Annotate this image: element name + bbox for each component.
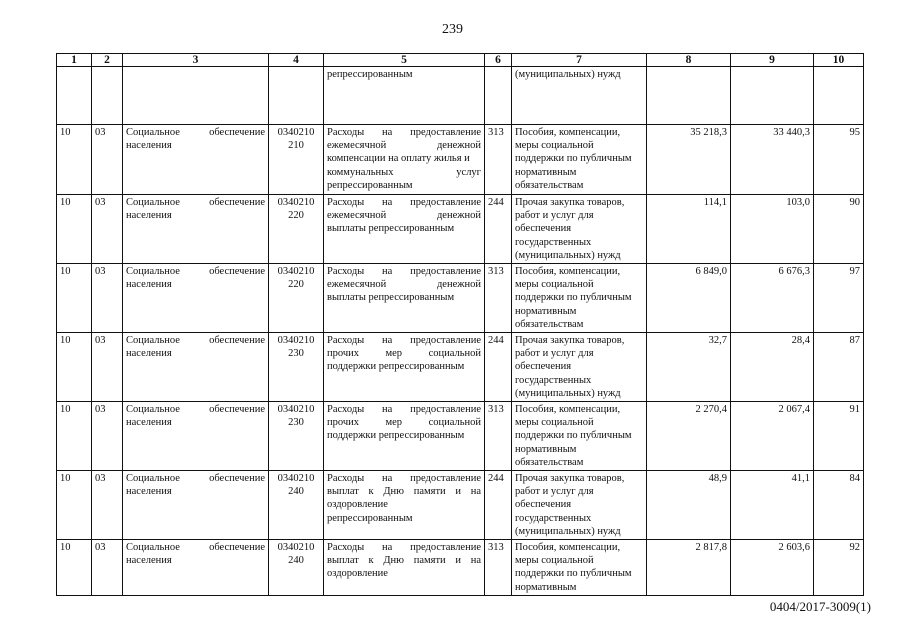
target-code-line: 230	[288, 348, 304, 360]
section-name-line: Социальное обеспечение	[126, 197, 265, 208]
target-code-cell	[269, 402, 324, 471]
subsection-cell: 03	[92, 264, 123, 333]
section-name-line: Социальное обеспечение	[126, 127, 265, 138]
section-cell: 10	[57, 264, 92, 333]
column-header: 4	[269, 54, 324, 67]
section-name-cell	[123, 333, 269, 402]
header-row	[57, 54, 864, 67]
expense-name-cell: Прочая закупка товаров, работ и услуг для обеспечения государственных (муниципальных) нужд	[512, 471, 647, 540]
target-name-line: оздоровление	[327, 499, 388, 511]
target-code-line: 210	[288, 140, 304, 152]
subsection-cell: 03	[92, 125, 123, 195]
target-code-line: 0340210	[277, 266, 315, 278]
target-code-line: 220	[288, 210, 304, 222]
expense-type-cell: 313	[485, 540, 512, 596]
target-name-line: компенсации на оплату жилья и	[327, 153, 470, 165]
target-name-cell	[324, 333, 485, 402]
percent-cell: 90	[814, 195, 864, 264]
expense-name-cell: Пособия, компенсации, меры социальной поддержки по публичным нормативным обязательствам	[512, 402, 647, 471]
target-name-line: ежемесячной денежной	[327, 210, 481, 222]
plan-cell: 48,9	[647, 471, 731, 540]
subsection-cell: 03	[92, 471, 123, 540]
target-name-line: выплаты репрессированным	[327, 223, 455, 235]
plan-cell: 35 218,3	[647, 125, 731, 195]
table-row	[57, 540, 864, 596]
column-header: 7	[512, 54, 647, 67]
section-name-line: населения	[126, 486, 172, 498]
table-row	[57, 67, 864, 125]
actual-cell: 2 603,6	[731, 540, 814, 596]
section-cell	[57, 67, 92, 125]
section-name-cell	[123, 264, 269, 333]
target-code-line: 220	[288, 279, 304, 291]
target-code-line: 240	[288, 555, 304, 567]
percent-cell: 97	[814, 264, 864, 333]
section-name-line: населения	[126, 417, 172, 429]
percent-cell: 84	[814, 471, 864, 540]
section-name-cell	[123, 471, 269, 540]
percent-cell: 91	[814, 402, 864, 471]
plan-cell: 2 270,4	[647, 402, 731, 471]
target-name-cell	[324, 125, 485, 195]
actual-cell: 28,4	[731, 333, 814, 402]
target-code-line: 0340210	[277, 473, 315, 485]
section-name-cell	[123, 195, 269, 264]
target-code-line: 230	[288, 417, 304, 429]
target-code-line: 0340210	[277, 127, 315, 138]
expense-name-cell: (муниципальных) нужд	[512, 67, 647, 125]
target-name-line: поддержки репрессированным	[327, 430, 465, 442]
target-code-line: 240	[288, 486, 304, 498]
actual-cell: 41,1	[731, 471, 814, 540]
plan-cell	[647, 67, 731, 125]
section-cell: 10	[57, 125, 92, 195]
target-code-cell	[269, 125, 324, 195]
subsection-cell: 03	[92, 195, 123, 264]
actual-cell: 33 440,3	[731, 125, 814, 195]
target-name-line: Расходы на предоставление	[327, 197, 481, 208]
plan-cell: 6 849,0	[647, 264, 731, 333]
expense-name-cell: Пособия, компенсации, меры социальной поддержки по публичным нормативным обязательствам	[512, 125, 647, 195]
target-code-cell	[269, 264, 324, 333]
target-name-cell	[324, 540, 485, 596]
table-row	[57, 264, 864, 333]
target-name-line: Расходы на предоставление	[327, 127, 481, 138]
expense-type-cell: 313	[485, 264, 512, 333]
target-name-line: прочих мер социальной	[327, 417, 481, 429]
document-code: 0404/2017-3009(1)	[769, 599, 871, 614]
table-row	[57, 125, 864, 195]
target-name-line: ежемесячной денежной	[327, 279, 481, 291]
plan-cell: 114,1	[647, 195, 731, 264]
section-cell: 10	[57, 195, 92, 264]
target-name-line: ежемесячной денежной	[327, 140, 481, 152]
percent-cell: 92	[814, 540, 864, 596]
section-name-cell	[123, 125, 269, 195]
percent-cell: 87	[814, 333, 864, 402]
expense-type-cell: 244	[485, 333, 512, 402]
table-row	[57, 471, 864, 540]
section-name-line: населения	[126, 140, 172, 152]
section-name-line: населения	[126, 348, 172, 360]
section-cell: 10	[57, 333, 92, 402]
target-name-line: Расходы на предоставление	[327, 266, 481, 278]
target-code-line: 0340210	[277, 197, 315, 208]
target-name-cell	[324, 471, 485, 540]
table-row	[57, 333, 864, 402]
subsection-cell: 03	[92, 333, 123, 402]
section-name-line: Социальное обеспечение	[126, 404, 265, 416]
table-row	[57, 195, 864, 264]
expense-type-cell: 313	[485, 125, 512, 195]
target-name-line: репрессированным	[327, 69, 413, 80]
target-name-line: коммунальных услуг	[327, 166, 481, 178]
expense-type-cell	[485, 67, 512, 125]
column-header: 3	[123, 54, 269, 67]
expense-type-cell: 313	[485, 402, 512, 471]
target-code-line: 0340210	[277, 404, 315, 416]
subsection-cell: 03	[92, 402, 123, 471]
target-name-line: Расходы на предоставление	[327, 404, 481, 416]
section-name-line: населения	[126, 210, 172, 222]
budget-table	[56, 53, 864, 596]
section-name-line: Социальное обеспечение	[126, 542, 265, 554]
target-name-line: выплаты репрессированным	[327, 292, 455, 304]
target-name-line: Расходы на предоставление	[327, 335, 481, 347]
plan-cell: 32,7	[647, 333, 731, 402]
column-header: 2	[92, 54, 123, 67]
target-name-line: Расходы на предоставление	[327, 542, 481, 554]
target-code-line: 0340210	[277, 542, 315, 554]
percent-cell	[814, 67, 864, 125]
target-name-line: оздоровление	[327, 568, 388, 580]
target-code-cell	[269, 471, 324, 540]
target-name-cell	[324, 195, 485, 264]
section-name-line: Социальное обеспечение	[126, 266, 265, 278]
section-name-line: Социальное обеспечение	[126, 335, 265, 347]
section-name-line: населения	[126, 279, 172, 291]
target-name-line: выплат к Дню памяти и на	[327, 555, 481, 567]
target-code-cell	[269, 540, 324, 596]
target-name-line: репрессированным	[327, 179, 413, 191]
section-name-line: Социальное обеспечение	[126, 473, 265, 485]
target-code-cell	[269, 195, 324, 264]
section-name-cell	[123, 67, 269, 125]
percent-cell: 95	[814, 125, 864, 195]
section-name-cell	[123, 402, 269, 471]
expense-type-cell: 244	[485, 195, 512, 264]
section-cell: 10	[57, 471, 92, 540]
target-name-cell	[324, 264, 485, 333]
section-name-cell	[123, 540, 269, 596]
column-header: 9	[731, 54, 814, 67]
target-name-line: Расходы на предоставление	[327, 473, 481, 485]
target-name-cell	[324, 402, 485, 471]
column-header: 5	[324, 54, 485, 67]
actual-cell: 6 676,3	[731, 264, 814, 333]
actual-cell: 103,0	[731, 195, 814, 264]
actual-cell: 2 067,4	[731, 402, 814, 471]
section-name-line: населения	[126, 555, 172, 567]
column-header: 8	[647, 54, 731, 67]
expense-name-cell: Прочая закупка товаров, работ и услуг для обеспечения государственных (муниципальных) нужд	[512, 333, 647, 402]
target-name-line: выплат к Дню памяти и на	[327, 486, 481, 498]
target-name-line: поддержки репрессированным	[327, 361, 465, 373]
target-code-line: 0340210	[277, 335, 315, 347]
target-name-cell	[324, 67, 485, 125]
expense-type-cell: 244	[485, 471, 512, 540]
expense-name-cell: Пособия, компенсации, меры социальной поддержки по публичным нормативным	[512, 540, 647, 596]
column-header: 10	[814, 54, 864, 67]
target-code-cell	[269, 67, 324, 125]
subsection-cell: 03	[92, 540, 123, 596]
plan-cell: 2 817,8	[647, 540, 731, 596]
table-row	[57, 402, 864, 471]
expense-name-cell: Прочая закупка товаров, работ и услуг для обеспечения государственных (муниципальных) нужд	[512, 195, 647, 264]
column-header: 6	[485, 54, 512, 67]
target-name-line: прочих мер социальной	[327, 348, 481, 360]
actual-cell	[731, 67, 814, 125]
expense-name-cell: Пособия, компенсации, меры социальной поддержки по публичным нормативным обязательствам	[512, 264, 647, 333]
section-cell: 10	[57, 540, 92, 596]
target-name-line: репрессированным	[327, 512, 413, 524]
column-header: 1	[57, 54, 92, 67]
target-code-cell	[269, 333, 324, 402]
page-number: 239	[442, 22, 463, 37]
section-cell: 10	[57, 402, 92, 471]
subsection-cell	[92, 67, 123, 125]
